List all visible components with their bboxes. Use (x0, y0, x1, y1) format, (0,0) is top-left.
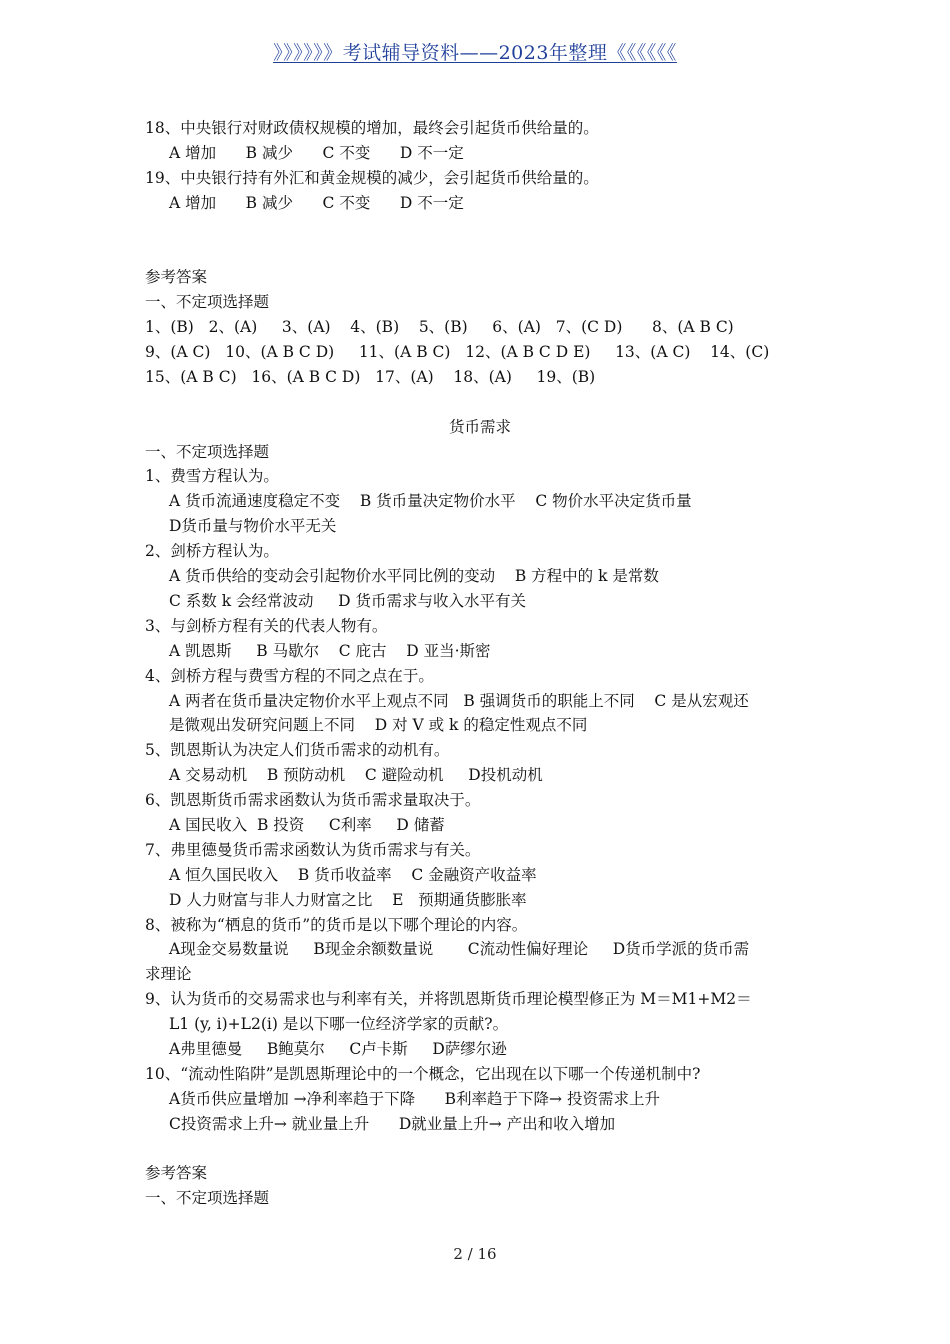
spacer (145, 1137, 815, 1162)
question-7: 7、弗里德曼货币需求函数认为货币需求与有关。 (145, 840, 481, 859)
spacer (145, 216, 815, 266)
section-title: 货币需求 (448, 417, 511, 436)
question-3: 3、与剑桥方程有关的代表人物有。 (145, 616, 388, 635)
question-8: 8、被称为“栖息的货币”的货币是以下哪个理论的内容。 (145, 915, 528, 934)
question-2: 2、剑桥方程认为。 (145, 542, 279, 561)
question-18: 18、中央银行对财政债权规模的增加，最终会引起货币供给量的。 (145, 119, 599, 137)
question-10-options-a: A货币供应量增加 →净利率趋于下降 B利率趋于下降→ 投资需求上升 (169, 1089, 660, 1108)
question-5-options: A 交易动机 B 预防动机 C 避险动机 D投机动机 (169, 766, 543, 785)
question-4-options-b: 是微观出发研究问题上不同 D 对 V 或 k 的稳定性观点不同 (169, 716, 588, 735)
answers-row-3: 15、(A B C) 16、(A B C D) 17、(A) 18、(A) 19、(B) (145, 367, 596, 386)
question-9: 9、认为货币的交易需求也与利率有关，并将凯恩斯货币理论模型修正为 M＝M1+M2＝ (145, 990, 752, 1009)
question-19-options: A 增加 B 减少 C 不变 D 不一定 (169, 193, 464, 212)
answers-heading: 参考答案 (145, 268, 208, 287)
question-7-options-a: A 恒久国民收入 B 货币收益率 C 金融资产收益率 (169, 865, 537, 884)
question-1-options-a: A 货币流通速度稳定不变 B 货币量决定物价水平 C 物价水平决定货币量 (169, 492, 692, 511)
question-19: 19、中央银行持有外汇和黄金规模的减少，会引起货币供给量的。 (145, 168, 599, 187)
question-1: 1、费雪方程认为。 (145, 467, 279, 486)
question-8-options-a: A现金交易数量说 B现金余额数量说 C流动性偏好理论 D货币学派的货币需 (169, 940, 750, 959)
question-1-options-b: D货币量与物价水平无关 (169, 517, 337, 536)
page-number: 2 / 16 (453, 1245, 497, 1263)
question-10: 10、“流动性陷阱”是凯恩斯理论中的一个概念，它出现在以下哪一个传递机制中? (145, 1064, 701, 1083)
answers-row-1: 1、(B) 2、(A) 3、(A) 4、(B) 5、(B) 6、(A) 7、(C D) 8、(A B C) (145, 318, 734, 337)
section-subtitle: 一、不定项选择题 (145, 442, 270, 461)
question-8-options-b: 求理论 (145, 965, 192, 984)
header-title[interactable]: 》》》》》》考试辅导资料——2023年整理《《《《《《 (273, 42, 677, 64)
question-9-formula: L1 (y, i)+L2(i) 是以下哪一位经济学家的贡献?。 (169, 1015, 509, 1034)
question-18-options: A 增加 B 减少 C 不变 D 不一定 (169, 143, 464, 162)
question-2-options-b: C 系数 k 会经常波动 D 货币需求与收入水平有关 (169, 591, 527, 610)
question-3-options: A 凯恩斯 B 马歇尔 C 庇古 D 亚当·斯密 (169, 641, 491, 660)
answers-heading-2: 参考答案 (145, 1164, 208, 1183)
question-6: 6、凯恩斯货币需求函数认为货币需求量取决于。 (145, 791, 481, 810)
answers-subheading: 一、不定项选择题 (145, 293, 270, 312)
question-5: 5、凯恩斯认为决定人们货币需求的动机有。 (145, 741, 450, 760)
question-4-options-a: A 两者在货币量决定物价水平上观点不同 B 强调货币的职能上不同 C 是从宏观还 (169, 691, 749, 710)
document-body (145, 116, 815, 1211)
answers-row-2: 9、(A C) 10、(A B C D) 11、(A B C) 12、(A B C D E) 13、(A C) 14、(C) (145, 343, 770, 362)
question-10-options-b: C投资需求上升→ 就业量上升 D就业量上升→ 产出和收入增加 (169, 1114, 616, 1133)
question-7-options-b: D 人力财富与非人力财富之比 E 预期通货膨胀率 (169, 890, 527, 909)
answers-subheading-2: 一、不定项选择题 (145, 1189, 270, 1208)
page-header (0, 38, 950, 65)
question-2-options-a: A 货币供给的变动会引起物价水平同比例的变动 B 方程中的 k 是常数 (169, 567, 659, 586)
question-9-options: A弗里德曼 B鲍莫尔 C卢卡斯 D萨缪尔逊 (169, 1039, 507, 1058)
question-6-options: A 国民收入 B 投资 C利率 D 储蓄 (169, 815, 445, 834)
question-4: 4、剑桥方程与费雪方程的不同之点在于。 (145, 666, 434, 685)
spacer (145, 390, 815, 415)
